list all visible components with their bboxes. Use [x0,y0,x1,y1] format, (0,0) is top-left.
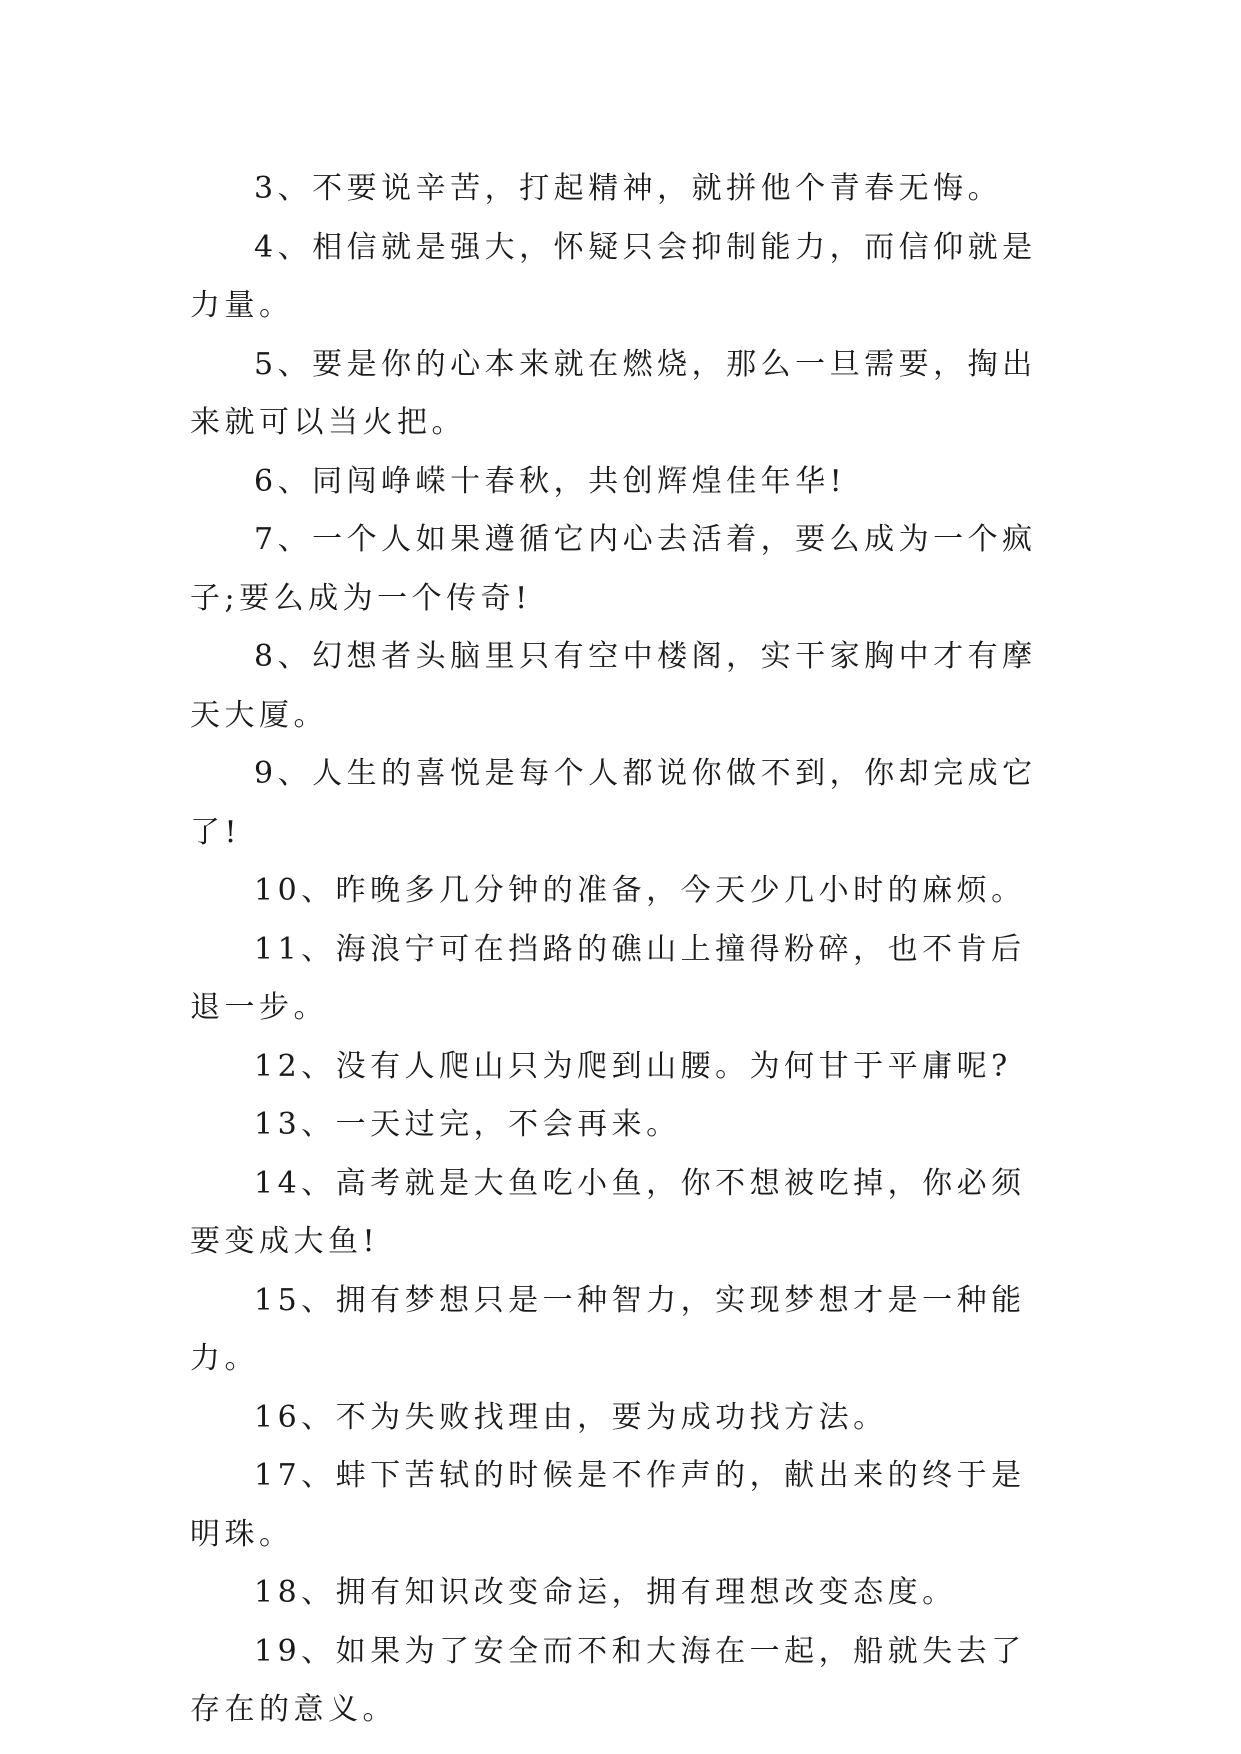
paragraph-18: 18、拥有知识改变命运，拥有理想改变态度。 [254,1575,957,1610]
paragraph-8: 8、幻想者头脑里只有空中楼阁，实干家胸中才有摩天大厦。 [190,639,1037,733]
paragraph-10: 10、昨晚多几分钟的准备，今天少几小时的麻烦。 [254,873,1026,908]
paragraph-16: 16、不为失败找理由，要为成功找方法。 [254,1399,888,1435]
paragraph-4: 4、相信就是强大，怀疑只会抑制能力，而信仰就是力量。 [190,229,1037,323]
paragraph-17: 17、蚌下苦轼的时候是不作声的，献出来的终于是明珠。 [190,1458,1026,1552]
paragraph-19: 19、如果为了安全而不和大海在一起，船就失去了存在的意义。 [190,1633,1026,1727]
paragraph-9: 9、人生的喜悦是每个人都说你做不到，你却完成它了! [190,756,1037,850]
paragraph-14: 14、高考就是大鱼吃小鱼，你不想被吃掉，你必须要变成大鱼! [190,1165,1026,1259]
paragraph-15: 15、拥有梦想只是一种智力，实现梦想才是一种能力。 [190,1282,1026,1376]
paragraph-11: 11、海浪宁可在挡路的礁山上撞得粉碎，也不肯后退一步。 [190,931,1026,1025]
paragraph-6: 6、同闯峥嵘十春秋，共创辉煌佳年华! [254,463,847,499]
paragraph-5: 5、要是你的心本来就在燃烧，那么一旦需要，掏出来就可以当火把。 [190,346,1037,440]
paragraph-13: 13、一天过完，不会再来。 [254,1107,681,1142]
paragraph-7: 7、一个人如果遵循它内心去活着，要么成为一个疯子;要么成为一个传奇! [190,522,1037,616]
paragraph-12: 12、没有人爬山只为爬到山腰。为何甘于平庸呢? [254,1048,1012,1084]
paragraph-3: 3、不要说辛苦，打起精神，就拼他个青春无悔。 [254,171,1003,206]
document-body [190,160,1050,1740]
